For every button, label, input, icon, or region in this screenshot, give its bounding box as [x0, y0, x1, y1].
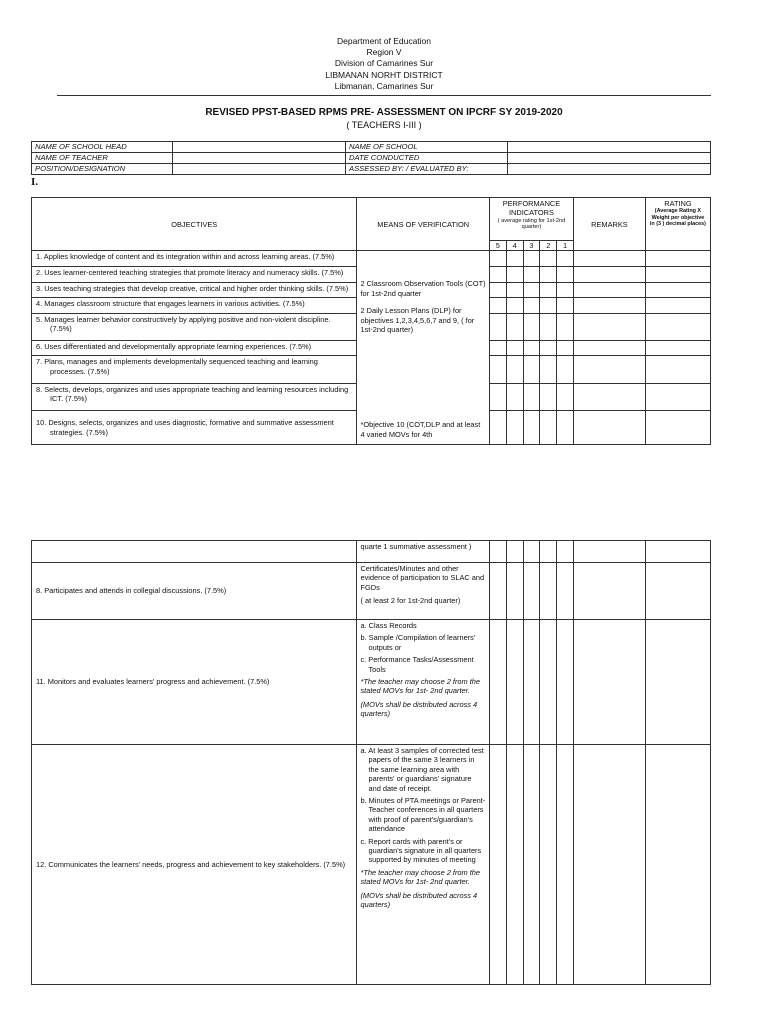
info-row: [32, 153, 711, 164]
objective-cell: 7. Plans, manages and implements developmentally sequenced teaching and learning processes. (7.5%): [32, 356, 357, 383]
rating-2-cell[interactable]: [540, 745, 557, 985]
rating-1-cell[interactable]: [557, 313, 574, 340]
header-line: Region V: [366, 47, 402, 58]
rating-3-cell[interactable]: [523, 563, 540, 620]
remarks-cell[interactable]: [574, 541, 646, 563]
rating-cell[interactable]: [645, 745, 710, 985]
rating-2-cell[interactable]: [540, 298, 557, 314]
rating-5-cell[interactable]: [489, 313, 506, 340]
rating-4-cell[interactable]: [506, 745, 523, 985]
remarks-cell[interactable]: [574, 356, 646, 383]
position-field[interactable]: [173, 164, 346, 175]
mov-cell: [357, 745, 489, 985]
objective-cell: 12. Communicates the learners' needs, progress and achievement to key stakeholders. (7.5%): [32, 745, 357, 985]
rating-5-cell[interactable]: [489, 340, 506, 356]
teacher-field[interactable]: [173, 153, 346, 164]
mov-note: (MOVs shall be distributed across 4 quarters): [360, 890, 478, 910]
rating-4-cell[interactable]: [506, 411, 523, 445]
scale-5: 5: [489, 241, 506, 251]
pi-subtitle: ( average rating for 1st-2nd quarter): [497, 217, 566, 231]
school-label: NAME OF SCHOOL: [346, 142, 508, 153]
rating-cell[interactable]: [645, 340, 710, 356]
rating-5-cell[interactable]: [489, 411, 506, 445]
mov-item: b. Minutes of PTA meetings or Parent-Teacher conferences in all quarters with proof of parent's/guardian's attendance: [360, 796, 486, 834]
table-row: [32, 251, 711, 267]
rating-subtitle: (Average Rating X Weight per objective in (3 ) decimal places): [649, 208, 706, 228]
rating-2-cell[interactable]: [540, 340, 557, 356]
rating-5-cell[interactable]: [489, 383, 506, 410]
rating-4-cell[interactable]: [506, 340, 523, 356]
objectives-header: OBJECTIVES: [32, 198, 357, 251]
date-label: DATE CONDUCTED: [346, 153, 508, 164]
document-title: REVISED PPST-BASED RPMS PRE- ASSESSMENT ON IPCRF SY 2019-2020: [205, 107, 563, 118]
rating-1-cell[interactable]: [557, 411, 574, 445]
objective-cell: 8. Participates and attends in collegial discussions. (7.5%): [32, 563, 357, 620]
letterhead: [0, 36, 768, 92]
rating-5-cell[interactable]: [489, 563, 506, 620]
document-subtitle: ( TEACHERS I-III ): [346, 120, 422, 130]
rating-1-cell[interactable]: [557, 340, 574, 356]
remarks-header: REMARKS: [574, 198, 646, 251]
rating-1-cell[interactable]: [557, 251, 574, 267]
mov-cell: [357, 251, 489, 445]
rating-2-cell[interactable]: [540, 356, 557, 383]
rating-cell[interactable]: [645, 620, 710, 745]
objective-cell: [32, 541, 357, 563]
rating-1-cell[interactable]: [557, 282, 574, 298]
rating-3-cell[interactable]: [523, 313, 540, 340]
mov-note: (MOVs shall be distributed across 4 quarters): [360, 699, 478, 719]
rating-1-cell[interactable]: [557, 356, 574, 383]
school-head-field[interactable]: [173, 142, 346, 153]
rating-cell[interactable]: [645, 356, 710, 383]
rating-4-cell[interactable]: [506, 313, 523, 340]
remarks-cell[interactable]: [574, 340, 646, 356]
mov-note: *The teacher may choose 2 from the stated MOVs for 1st- 2nd quarter.: [360, 677, 481, 696]
mov-text: 2 Classroom Observation Tools (COT) for 1st-2nd quarter: [360, 279, 486, 298]
rating-cell[interactable]: [645, 563, 710, 620]
mov-cell: [357, 563, 489, 620]
rating-4-cell[interactable]: [506, 251, 523, 267]
info-row: [32, 142, 711, 153]
rating-2-cell[interactable]: [540, 541, 557, 563]
rating-5-cell[interactable]: [489, 356, 506, 383]
rating-3-cell[interactable]: [523, 251, 540, 267]
rating-3-cell[interactable]: [523, 383, 540, 410]
rating-5-cell[interactable]: [489, 298, 506, 314]
remarks-cell[interactable]: [574, 266, 646, 282]
rating-2-cell[interactable]: [540, 313, 557, 340]
rating-1-cell[interactable]: [557, 298, 574, 314]
rating-3-cell[interactable]: [523, 340, 540, 356]
mov-cell: quarte 1 summative assessment ): [357, 541, 489, 563]
objective-cell: 1. Applies knowledge of content and its integration within and across learning areas. (7.5%): [32, 251, 357, 267]
rating-4-cell[interactable]: [506, 356, 523, 383]
mov-text: Certificates/Minutes and other evidence of participation to SLAC and FGDs: [360, 564, 485, 592]
rating-cell[interactable]: [645, 251, 710, 267]
school-field[interactable]: [508, 142, 711, 153]
school-head-label: NAME OF SCHOOL HEAD: [32, 142, 173, 153]
remarks-cell[interactable]: [574, 282, 646, 298]
objective-cell: 11. Monitors and evaluates learners' progress and achievement. (7.5%): [32, 620, 357, 745]
rating-header: [645, 198, 710, 251]
rating-cell[interactable]: [645, 541, 710, 563]
rating-2-cell[interactable]: [540, 411, 557, 445]
objectives-table-continued: [31, 540, 711, 985]
rating-1-cell[interactable]: [557, 745, 574, 985]
objective-cell: 10. Designs, selects, organizes and uses diagnostic, formative and summative assessment strategies. (7.5%): [32, 411, 357, 445]
rating-1-cell[interactable]: [557, 383, 574, 410]
header-line: LIBMANAN NORHT DISTRICT: [325, 69, 443, 80]
remarks-cell[interactable]: [574, 563, 646, 620]
rating-cell[interactable]: [645, 282, 710, 298]
rating-2-cell[interactable]: [540, 620, 557, 745]
rating-3-cell[interactable]: [523, 298, 540, 314]
remarks-cell[interactable]: [574, 251, 646, 267]
rating-1-cell[interactable]: [557, 563, 574, 620]
rating-5-cell[interactable]: [489, 541, 506, 563]
objective-cell: 8. Selects, develops, organizes and uses appropriate teaching and learning resources including ICT. (7.5%): [32, 383, 357, 410]
mov-header: MEANS OF VERIFICATION: [357, 198, 489, 251]
position-label: POSITION/DESIGNATION: [32, 164, 173, 175]
rating-1-cell[interactable]: [557, 266, 574, 282]
rating-cell[interactable]: [645, 383, 710, 410]
rating-3-cell[interactable]: [523, 411, 540, 445]
rating-3-cell[interactable]: [523, 356, 540, 383]
assessed-field[interactable]: [508, 164, 711, 175]
rating-5-cell[interactable]: [489, 282, 506, 298]
objective-cell: 6. Uses differentiated and developmentally appropriate learning experiences. (7.5%): [32, 340, 357, 356]
rating-4-cell[interactable]: [506, 620, 523, 745]
objective-cell: 2. Uses learner-centered teaching strategies that promote literacy and numeracy skills. (7.5%): [32, 266, 357, 282]
rating-3-cell[interactable]: [523, 266, 540, 282]
scale-2: 2: [540, 241, 557, 251]
mov-cell: [357, 620, 489, 745]
mov-item: c. Report cards with parent's or guardian's signature in all quarters supported by minutes of meeting: [360, 836, 482, 865]
rating-2-cell[interactable]: [540, 282, 557, 298]
info-table: [31, 141, 711, 175]
mov-text: *Objective 10 (COT,DLP and at least 4 varied MOVs for 4th: [360, 420, 481, 439]
rating-cell[interactable]: [645, 411, 710, 445]
section-marker: I.: [31, 176, 39, 188]
mov-item: a. At least 3 samples of corrected test papers of the same 3 learners in the same learning area with parents' or guardians' signature and date of receipt.: [360, 746, 484, 793]
rating-cell[interactable]: [645, 298, 710, 314]
table-row: [32, 563, 711, 620]
rating-1-cell[interactable]: [557, 541, 574, 563]
rating-3-cell[interactable]: [523, 620, 540, 745]
scale-3: 3: [523, 241, 540, 251]
remarks-cell[interactable]: [574, 745, 646, 985]
rating-2-cell[interactable]: [540, 383, 557, 410]
table-row: [32, 620, 711, 745]
date-field[interactable]: [508, 153, 711, 164]
mov-item: c. Performance Tasks/Assessment Tools: [360, 655, 474, 674]
rating-4-cell[interactable]: [506, 383, 523, 410]
table-row: [32, 541, 711, 563]
rating-3-cell[interactable]: [523, 541, 540, 563]
table-row: [32, 745, 711, 985]
mov-text: ( at least 2 for 1st-2nd quarter): [360, 596, 461, 606]
objectives-table: [31, 197, 711, 445]
header-line: Libmanan, Camarines Sur: [334, 80, 434, 91]
rating-2-cell[interactable]: [540, 266, 557, 282]
rating-cell[interactable]: [645, 266, 710, 282]
objective-cell: 5. Manages learner behavior constructively by applying positive and non-violent discipline. (7.5%): [32, 313, 357, 340]
rating-4-cell[interactable]: [506, 563, 523, 620]
rating-3-cell[interactable]: [523, 745, 540, 985]
objective-cell: 4. Manages classroom structure that engages learners in various activities. (7.5%): [32, 298, 357, 314]
remarks-cell[interactable]: [574, 383, 646, 410]
rating-3-cell[interactable]: [523, 282, 540, 298]
header-line: Department of Education: [336, 36, 432, 46]
remarks-cell[interactable]: [574, 313, 646, 340]
rating-2-cell[interactable]: [540, 563, 557, 620]
rating-4-cell[interactable]: [506, 541, 523, 563]
mov-item: a. Class Records: [360, 621, 417, 630]
scale-4: 4: [506, 241, 523, 251]
assessed-label: ASSESSED BY: / EVALUATED BY:: [346, 164, 508, 175]
rating-4-cell[interactable]: [506, 266, 523, 282]
rating-4-cell[interactable]: [506, 282, 523, 298]
rating-5-cell[interactable]: [489, 266, 506, 282]
mov-text: 2 Daily Lesson Plans (DLP) for objectives 1,2,3,4,5,6,7 and 9, ( for 1st-2nd quarter): [360, 306, 475, 335]
rating-4-cell[interactable]: [506, 298, 523, 314]
rating-title: RATING: [664, 199, 692, 208]
objective-cell: 3. Uses teaching strategies that develop creative, critical and higher order thinking skills. (7.5%): [32, 282, 357, 298]
rating-5-cell[interactable]: [489, 745, 506, 985]
rating-cell[interactable]: [645, 313, 710, 340]
rating-2-cell[interactable]: [540, 251, 557, 267]
remarks-cell[interactable]: [574, 411, 646, 445]
header-line: Division of Camarines Sur: [334, 58, 434, 69]
teacher-label: NAME OF TEACHER: [32, 153, 173, 164]
remarks-cell[interactable]: [574, 298, 646, 314]
performance-indicators-header: [489, 198, 573, 241]
rating-1-cell[interactable]: [557, 620, 574, 745]
header-divider: [57, 95, 711, 96]
rating-5-cell[interactable]: [489, 620, 506, 745]
info-row: [32, 164, 711, 175]
remarks-cell[interactable]: [574, 620, 646, 745]
pi-title: PERFORMANCE INDICATORS: [502, 199, 561, 218]
scale-1: 1: [557, 241, 574, 251]
mov-note: *The teacher may choose 2 from the stated MOVs for 1st- 2nd quarter.: [360, 867, 481, 887]
mov-item: b. Sample /Compilation of learners' outputs or: [360, 633, 476, 652]
rating-5-cell[interactable]: [489, 251, 506, 267]
